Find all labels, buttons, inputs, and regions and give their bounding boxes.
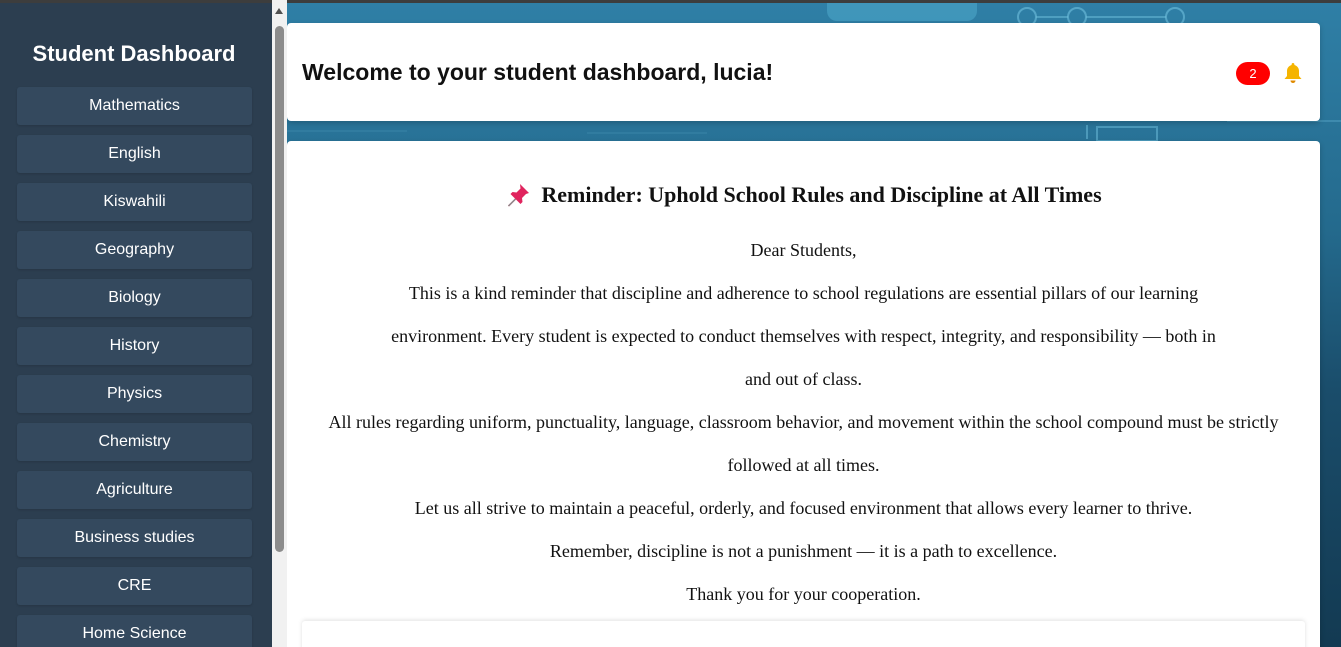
scroll-thumb[interactable]	[275, 26, 284, 552]
sidebar-item-biology[interactable]: Biology	[17, 279, 252, 317]
reminder-closing: Thank you for your cooperation.	[686, 584, 921, 604]
sidebar-title: Student Dashboard	[32, 41, 236, 66]
reminder-title-text: Reminder: Uphold School Rules and Discipline at All Times	[541, 182, 1102, 207]
pushpin-icon	[505, 182, 531, 208]
secondary-card	[302, 621, 1305, 647]
sidebar-item-mathematics[interactable]: Mathematics	[17, 87, 252, 125]
welcome-header	[287, 23, 1320, 121]
notification-count-badge[interactable]: 2	[1236, 62, 1270, 85]
reminder-greeting: Dear Students,	[750, 240, 857, 260]
sidebar-item-physics[interactable]: Physics	[17, 375, 252, 413]
reminder-paragraph: Remember, discipline is not a punishment — it is a path to excellence.	[549, 541, 1058, 561]
bell-icon[interactable]	[1283, 62, 1303, 84]
sidebar-nav	[17, 87, 252, 647]
reminder-card	[287, 141, 1320, 647]
sidebar-item-cre[interactable]: CRE	[17, 567, 252, 605]
reminder-paragraph: All rules regarding uniform, punctuality, language, classroom behavior, and movement within the school compound must be strictly followed at all times.	[328, 412, 1279, 475]
sidebar-item-english[interactable]: English	[17, 135, 252, 173]
sidebar-scrollbar[interactable]	[272, 0, 287, 647]
welcome-message: Welcome to your student dashboard, lucia!	[302, 59, 774, 85]
scroll-up-arrow-icon[interactable]	[275, 8, 283, 14]
sidebar-item-geography[interactable]: Geography	[17, 231, 252, 269]
reminder-title	[287, 182, 1320, 208]
sidebar-item-home-science[interactable]: Home Science	[17, 615, 252, 647]
sidebar	[0, 0, 272, 647]
sidebar-item-history[interactable]: History	[17, 327, 252, 365]
sidebar-item-business-studies[interactable]: Business studies	[17, 519, 252, 557]
main-content	[287, 0, 1341, 647]
reminder-body	[327, 229, 1280, 616]
reminder-paragraph: Let us all strive to maintain a peaceful, orderly, and focused environment that allows every learner to thrive.	[414, 498, 1193, 518]
sidebar-item-agriculture[interactable]: Agriculture	[17, 471, 252, 509]
sidebar-item-chemistry[interactable]: Chemistry	[17, 423, 252, 461]
sidebar-item-kiswahili[interactable]: Kiswahili	[17, 183, 252, 221]
reminder-paragraph: This is a kind reminder that discipline and adherence to school regulations are essential pillars of our learning environment. Every student is expected to conduct themselves with respect, integrity, and responsibility — both in and out of class.	[391, 283, 1216, 389]
